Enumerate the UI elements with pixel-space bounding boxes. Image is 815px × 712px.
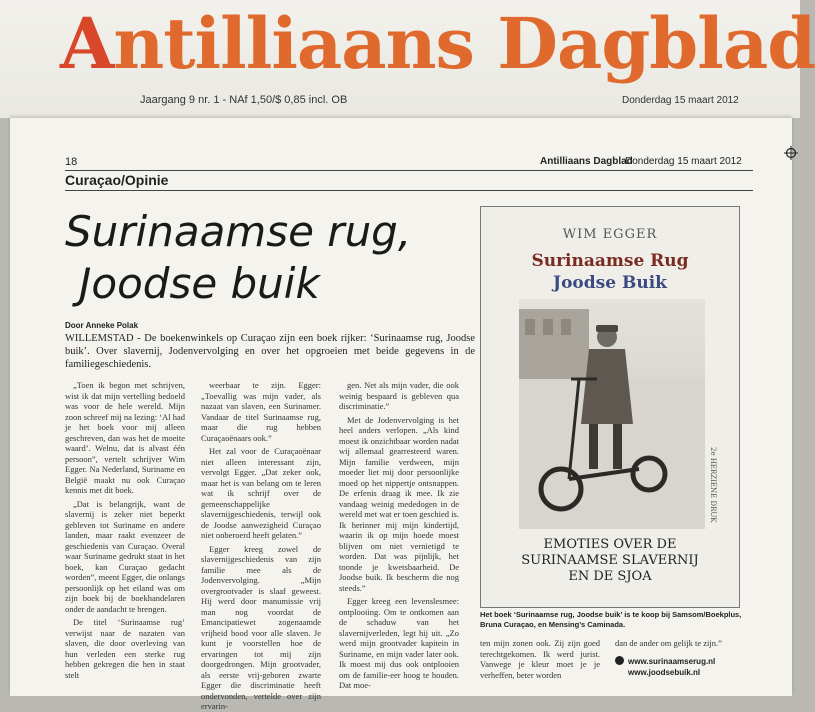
- masthead-issue-info: Jaargang 9 nr. 1 - NAf 1,50/$ 0,85 incl. OB: [140, 94, 348, 106]
- masthead-date: Donderdag 15 maart 2012: [622, 95, 739, 106]
- paragraph: Egger kreeg zowel de slavernijgeschiedenis van zijn familie mee als de Jodenvervolging. „Mijn overgrootvader is slaaf geweest. Hij werd door manumissie vrij man nog voordat de Emancipatiewet zogenaamde vrijheid bood voor alle slaven. Je kunt je voorstellen hoe de ervaringen tot mij zijn doorgedrongen. Mijn grootvader, als eerste vrij-geboren zwarte Egger die discriminatie heeft ondervonden, vertelde over zijn ervarin-: [201, 543, 321, 711]
- masthead-title-rest: ntilliaans Dagblad: [113, 2, 815, 85]
- section-label: Curaçao/Opinie: [65, 172, 169, 188]
- paragraph: Het zal voor de Curaçaoënaar niet alleen interessant zijn, vervolgt Egger. „Dat zeker ook, maar het is van belang om te leren wat ik schrijf over de gemeenschappelijke slavernijgeschiedenis, terwijl ook de Joodse aanwezigheid Curaçao niet onberoerd heeft gelaten.”: [201, 446, 321, 540]
- book-edition-label: 2e HERZIENE DRUK: [709, 447, 717, 523]
- website-link[interactable]: [615, 667, 715, 678]
- book-tagline-line-3: EN DE SJOA: [568, 569, 652, 584]
- article-column-4: ten mijn zonen ook. Zij zijn goed terechtgekomen. Ik werd jurist. Vanwege je kleur moet je je verheffen, beter worden: [480, 638, 600, 680]
- paragraph: gen. Net als mijn vader, die ook weinig bespaard is gebleven qua discriminatie.”: [339, 380, 459, 411]
- byline: Door Anneke Polak: [65, 321, 139, 330]
- book-caption: Het boek ‘Surinaamse rug, Joodse buik’ is te koop bij Samsom/Boekplus, Bruna Curaçao, en Mensing’s Caminada.: [480, 610, 742, 629]
- page-paper-name: Antilliaans Dagblad: [540, 156, 633, 167]
- article-column-5: dan de ander om gelijk te zijn.”: [615, 638, 722, 648]
- header-rule: [65, 170, 753, 171]
- section-rule: [65, 190, 753, 191]
- website-url: www.joodsebuik.nl: [628, 668, 701, 677]
- registration-mark-icon: [784, 146, 798, 160]
- masthead-title-initial: A: [60, 2, 114, 85]
- masthead-sheet: [0, 0, 815, 118]
- paragraph: „Toen ik begon met schrijven, wist ik dat mijn vertelling bedoeld was voor de hele wereld. Mijn zoon schreef mij na lezing: ‘Al had je het boek voor mij alleen geschreven, dan was het de moeite waard’. Welnu, dat is alvast één persoon”, vertelt schrijver Wim Egger. Na Nederland, Suriname en België maakt nu ook Curaçao kennis met dit boek.: [65, 380, 185, 495]
- book-tagline: [481, 537, 739, 585]
- book-cover: [480, 206, 740, 608]
- website-links: [615, 656, 715, 678]
- headline-line-2: Joodse buik: [79, 259, 320, 308]
- article-headline: [65, 206, 485, 310]
- book-title-line-2: Joodse Buik: [553, 273, 667, 293]
- website-link[interactable]: [615, 656, 715, 667]
- globe-icon: [615, 656, 624, 665]
- masthead-title: [60, 2, 815, 85]
- article-lead: WILLEMSTAD - De boekenwinkels op Curaçao zijn een boek rijker: ‘Surinaamse rug, Joodse buik’. Over slavernij, Jodenvervolging en over het opgroeien met beide gegevens in de familiegeschiedenis.: [65, 333, 475, 370]
- article-column-1: [65, 380, 185, 696]
- book-author: WIM EGGER: [562, 227, 658, 242]
- newspaper-page: [10, 118, 792, 711]
- page-number: 18: [65, 156, 78, 168]
- article-column-3: [339, 380, 459, 690]
- website-url: www.surinaamserug.nl: [628, 657, 716, 666]
- page-date: Donderdag 15 maart 2012: [625, 156, 742, 167]
- book-title-line-1: Surinaamse Rug: [531, 251, 689, 271]
- book-tagline-line-2: SURINAAMSE SLAVERNIJ: [521, 553, 699, 568]
- paragraph: weerbaar te zijn. Egger: „Toevallig was mijn vader, als nazaat van slaven, een Surinamer. Vandaar de titel Surinaamse rug, maar die rug hebben Curaçaoënaars ook.”: [201, 380, 321, 443]
- paragraph: De titel ‘Surinaamse rug’ verwijst naar de nazaten van slaven, die door overleving van hun verleden een sterke rug hebben gekregen die hen in staat stelt: [65, 617, 185, 680]
- book-tagline-line-1: EMOTIES OVER DE: [543, 537, 677, 552]
- article-column-2: [201, 380, 321, 711]
- headline-line-1: Surinaamse rug,: [65, 207, 412, 256]
- book-cover-photo: [519, 299, 705, 529]
- paragraph: „Dat is belangrijk, want de slavernij is zeker niet beperkt gebleven tot Suriname en andere landen, maar raakt evenzeer de geschiedenis van Curaçao. Overal waar Suriname gedrukt staat in het boek, kan Curaçao gedacht worden”, meent Egger, die onlangs persoonlijk op het eiland was om zijn boek bij de boekhandelaren onder de aandacht te brengen.: [65, 498, 185, 614]
- paragraph: Egger kreeg een levenslesmee: ontplooiing. Om te ontkomen aan de schaduw van het slavernijverleden, legt hij uit. „Zo werd mijn grootvader kapitein in Suriname, en mijn vader later ook. Ik moest mij dus ook ontplooien om de familie-eer hoog te houden. Dat moe-: [339, 596, 459, 690]
- paragraph: Met de Jodenvervolging is het heel anders verlopen. „Als kind moest ik onzichtbaar worden nadat wij allemaal gearresteerd waren. Mijn familie verdween, mijn moeder liet mij door persoonlijke moed op het nippertje ontsnappen. De erfenis draag ik mee. Ik zie vandaag weinig mededogen in de wereld met wat er toen geschied is. Ik herinner mij mijn kindertijd, waarin ik op mijn hoede moest blijven om niet vernietigd te worden. Dat was pijnlijk, het toonde je kwetsbaarheid. De Joodse buik. Ik bescherm die nog steeds.”: [339, 414, 459, 593]
